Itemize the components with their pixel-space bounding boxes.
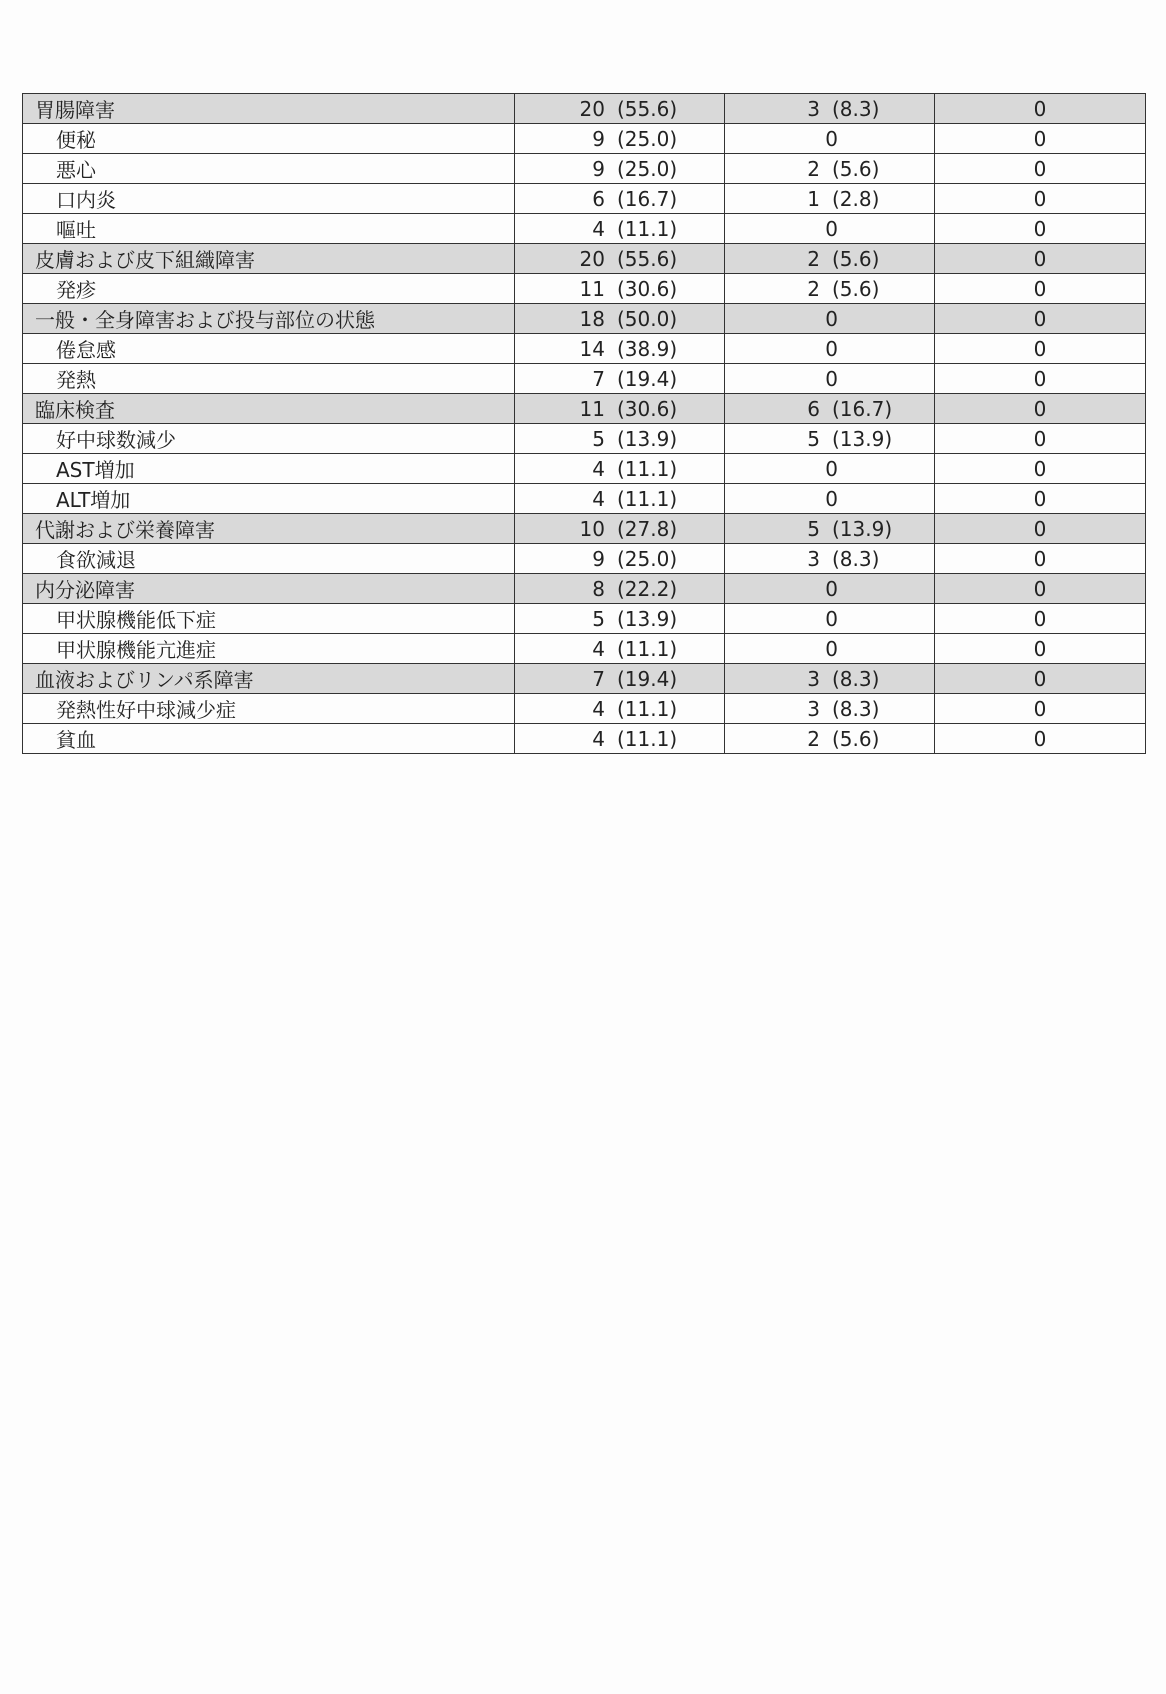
- table-row: [23, 634, 1146, 664]
- count-value: 3: [807, 96, 820, 121]
- count-cell-2: [725, 94, 935, 124]
- count-value: 6: [807, 396, 820, 421]
- count-cell-3: 0: [935, 334, 1146, 364]
- count-cell-1: [515, 304, 725, 334]
- count-cell-2: [725, 424, 935, 454]
- count-cell-2: [725, 214, 935, 244]
- percent-value: (25.0): [617, 126, 678, 151]
- count-cell-2: [725, 334, 935, 364]
- table-row: [23, 484, 1146, 514]
- table-row: [23, 364, 1146, 394]
- count-cell-3: 0: [935, 424, 1146, 454]
- count-value: 5: [592, 606, 605, 631]
- count-cell-2: [725, 664, 935, 694]
- count-cell-2: [725, 304, 935, 334]
- percent-value: (8.3): [832, 546, 880, 571]
- count-cell-1: [515, 604, 725, 634]
- percent-value: (11.1): [617, 636, 678, 661]
- percent-value: (25.0): [617, 156, 678, 181]
- percent-value: (11.1): [617, 486, 678, 511]
- percent-value: (11.1): [617, 696, 678, 721]
- count-cell-1: [515, 214, 725, 244]
- category-term-cell: 一般・全身障害および投与部位の状態: [23, 304, 515, 334]
- count-value: 6: [592, 186, 605, 211]
- category-row: [23, 664, 1146, 694]
- percent-value: (19.4): [617, 666, 678, 691]
- percent-value: (5.6): [832, 276, 880, 301]
- count-cell-2: [725, 574, 935, 604]
- count-value: 0: [825, 456, 838, 481]
- term-cell: 嘔吐: [23, 214, 515, 244]
- count-cell-1: [515, 484, 725, 514]
- percent-value: (50.0): [617, 306, 678, 331]
- category-term-cell: 血液およびリンパ系障害: [23, 664, 515, 694]
- count-cell-2: [725, 244, 935, 274]
- count-value: 2: [807, 726, 820, 751]
- count-value: 0: [825, 216, 838, 241]
- count-cell-1: [515, 724, 725, 754]
- table-row: [23, 694, 1146, 724]
- percent-value: (27.8): [617, 516, 678, 541]
- percent-value: (11.1): [617, 726, 678, 751]
- count-cell-3: 0: [935, 694, 1146, 724]
- term-cell: 口内炎: [23, 184, 515, 214]
- count-cell-2: [725, 454, 935, 484]
- count-cell-1: [515, 634, 725, 664]
- count-value: 4: [592, 216, 605, 241]
- category-term-cell: 内分泌障害: [23, 574, 515, 604]
- count-value: 9: [592, 156, 605, 181]
- count-value: 10: [579, 516, 605, 541]
- count-cell-3: 0: [935, 154, 1146, 184]
- percent-value: (13.9): [832, 516, 893, 541]
- category-term-cell: 皮膚および皮下組織障害: [23, 244, 515, 274]
- percent-value: (38.9): [617, 336, 678, 361]
- count-cell-1: [515, 394, 725, 424]
- count-cell-3: 0: [935, 604, 1146, 634]
- count-cell-2: [725, 694, 935, 724]
- count-cell-1: [515, 424, 725, 454]
- count-cell-3: 0: [935, 274, 1146, 304]
- count-cell-2: [725, 274, 935, 304]
- adverse-events-table: [22, 93, 1146, 754]
- count-value: 2: [807, 246, 820, 271]
- percent-value: (13.9): [617, 426, 678, 451]
- percent-value: (30.6): [617, 276, 678, 301]
- term-cell: ALT増加: [23, 484, 515, 514]
- category-row: [23, 514, 1146, 544]
- count-cell-3: 0: [935, 724, 1146, 754]
- term-cell: 悪心: [23, 154, 515, 184]
- term-cell: 倦怠感: [23, 334, 515, 364]
- count-cell-1: [515, 124, 725, 154]
- percent-value: (5.6): [832, 726, 880, 751]
- count-value: 0: [825, 576, 838, 601]
- count-cell-1: [515, 574, 725, 604]
- table-row: [23, 214, 1146, 244]
- term-cell: 食欲減退: [23, 544, 515, 574]
- term-cell: 貧血: [23, 724, 515, 754]
- percent-value: (19.4): [617, 366, 678, 391]
- table-row: [23, 184, 1146, 214]
- term-cell: 好中球数減少: [23, 424, 515, 454]
- count-cell-3: 0: [935, 214, 1146, 244]
- percent-value: (8.3): [832, 96, 880, 121]
- percent-value: (13.9): [832, 426, 893, 451]
- count-value: 3: [807, 546, 820, 571]
- table-row: [23, 454, 1146, 484]
- percent-value: (22.2): [617, 576, 678, 601]
- count-cell-2: [725, 514, 935, 544]
- count-value: 18: [579, 306, 605, 331]
- count-value: 0: [825, 606, 838, 631]
- count-cell-1: [515, 364, 725, 394]
- count-cell-2: [725, 154, 935, 184]
- count-value: 5: [592, 426, 605, 451]
- count-value: 1: [807, 186, 820, 211]
- term-cell: AST増加: [23, 454, 515, 484]
- count-value: 2: [807, 276, 820, 301]
- category-term-cell: 臨床検査: [23, 394, 515, 424]
- count-cell-1: [515, 274, 725, 304]
- count-cell-3: 0: [935, 544, 1146, 574]
- count-value: 4: [592, 486, 605, 511]
- percent-value: (2.8): [832, 186, 880, 211]
- percent-value: (11.1): [617, 216, 678, 241]
- count-value: 0: [825, 306, 838, 331]
- percent-value: (25.0): [617, 546, 678, 571]
- category-row: [23, 304, 1146, 334]
- count-cell-3: 0: [935, 124, 1146, 154]
- table-row: [23, 724, 1146, 754]
- count-value: 0: [825, 336, 838, 361]
- count-value: 9: [592, 126, 605, 151]
- count-value: 7: [592, 666, 605, 691]
- table-row: [23, 334, 1146, 364]
- count-cell-3: 0: [935, 484, 1146, 514]
- percent-value: (5.6): [832, 156, 880, 181]
- count-value: 3: [807, 666, 820, 691]
- percent-value: (55.6): [617, 96, 678, 121]
- percent-value: (16.7): [832, 396, 893, 421]
- table-row: [23, 154, 1146, 184]
- count-cell-3: 0: [935, 184, 1146, 214]
- count-cell-1: [515, 454, 725, 484]
- count-cell-2: [725, 364, 935, 394]
- term-cell: 便秘: [23, 124, 515, 154]
- category-term-cell: 代謝および栄養障害: [23, 514, 515, 544]
- term-cell: 発熱性好中球減少症: [23, 694, 515, 724]
- count-cell-3: 0: [935, 364, 1146, 394]
- count-cell-2: [725, 724, 935, 754]
- count-value: 7: [592, 366, 605, 391]
- count-cell-1: [515, 94, 725, 124]
- count-value: 20: [579, 96, 605, 121]
- count-cell-2: [725, 394, 935, 424]
- percent-value: (5.6): [832, 246, 880, 271]
- count-cell-3: 0: [935, 664, 1146, 694]
- percent-value: (8.3): [832, 666, 880, 691]
- count-value: 4: [592, 696, 605, 721]
- count-value: 4: [592, 726, 605, 751]
- term-cell: 甲状腺機能低下症: [23, 604, 515, 634]
- count-cell-3: 0: [935, 394, 1146, 424]
- count-value: 14: [579, 336, 605, 361]
- count-cell-1: [515, 334, 725, 364]
- count-cell-2: [725, 124, 935, 154]
- category-row: [23, 94, 1146, 124]
- count-cell-1: [515, 184, 725, 214]
- category-row: [23, 574, 1146, 604]
- count-cell-2: [725, 604, 935, 634]
- count-value: 5: [807, 516, 820, 541]
- count-value: 9: [592, 546, 605, 571]
- count-cell-1: [515, 154, 725, 184]
- term-cell: 発熱: [23, 364, 515, 394]
- count-cell-3: 0: [935, 304, 1146, 334]
- count-value: 3: [807, 696, 820, 721]
- table-row: [23, 424, 1146, 454]
- category-row: [23, 244, 1146, 274]
- count-cell-3: 0: [935, 244, 1146, 274]
- count-value: 0: [825, 366, 838, 391]
- count-value: 11: [579, 396, 605, 421]
- percent-value: (30.6): [617, 396, 678, 421]
- percent-value: (16.7): [617, 186, 678, 211]
- count-cell-3: 0: [935, 574, 1146, 604]
- percent-value: (13.9): [617, 606, 678, 631]
- category-term-cell: 胃腸障害: [23, 94, 515, 124]
- count-cell-2: [725, 634, 935, 664]
- count-value: 2: [807, 156, 820, 181]
- table-body: [23, 94, 1146, 754]
- count-cell-1: [515, 544, 725, 574]
- count-cell-2: [725, 544, 935, 574]
- count-cell-1: [515, 664, 725, 694]
- count-cell-2: [725, 484, 935, 514]
- count-value: 0: [825, 486, 838, 511]
- percent-value: (11.1): [617, 456, 678, 481]
- count-cell-3: 0: [935, 94, 1146, 124]
- count-value: 20: [579, 246, 605, 271]
- count-value: 11: [579, 276, 605, 301]
- count-cell-1: [515, 244, 725, 274]
- count-cell-3: 0: [935, 634, 1146, 664]
- table-row: [23, 124, 1146, 154]
- table-row: [23, 274, 1146, 304]
- count-value: 5: [807, 426, 820, 451]
- category-row: [23, 394, 1146, 424]
- count-cell-1: [515, 514, 725, 544]
- count-value: 4: [592, 456, 605, 481]
- count-cell-2: [725, 184, 935, 214]
- table-row: [23, 604, 1146, 634]
- term-cell: 発疹: [23, 274, 515, 304]
- percent-value: (8.3): [832, 696, 880, 721]
- term-cell: 甲状腺機能亢進症: [23, 634, 515, 664]
- count-cell-3: 0: [935, 454, 1146, 484]
- count-value: 0: [825, 126, 838, 151]
- count-cell-1: [515, 694, 725, 724]
- count-cell-3: 0: [935, 514, 1146, 544]
- percent-value: (55.6): [617, 246, 678, 271]
- count-value: 4: [592, 636, 605, 661]
- count-value: 8: [592, 576, 605, 601]
- count-value: 0: [825, 636, 838, 661]
- table-row: [23, 544, 1146, 574]
